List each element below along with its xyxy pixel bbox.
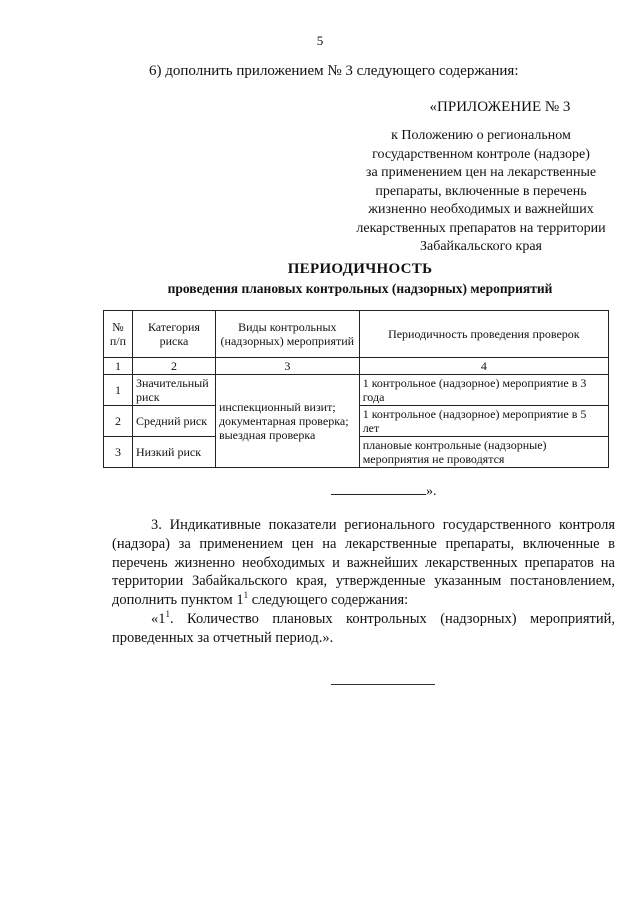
header-cell-category: Категория риска [132,311,215,358]
paragraph-3 [112,516,615,610]
page-number: 5 [316,33,324,48]
row-number: 1 [104,375,133,406]
table-row [104,375,609,406]
blank-line [331,482,426,495]
appendix-subtitle-line: Забайкальского края [419,239,542,254]
periodicity-cell: 1 контрольное (надзорное) мероприятие в 5 лет [359,406,608,437]
amendment-paragraphs [112,516,615,648]
measures-cell: инспекционный визит; документарная проверка; выездная проверка [215,375,359,468]
row-number: 3 [104,437,133,468]
document-subheading: проведения плановых контрольных (надзорных) мероприятий [167,281,553,296]
appendix-subtitle-line: лекарственных препаратов на территории [356,220,606,236]
column-number: 3 [215,358,359,375]
amendment-line: 6) дополнить приложением № 3 следующего содержания: [149,63,519,79]
appendix-title: «ПРИЛОЖЕНИЕ № 3 [429,99,571,115]
appendix-subtitle-line: государственном контроле (надзоре) [372,146,590,162]
column-number-row [104,358,609,375]
column-number: 2 [132,358,215,375]
table-header-row [104,311,609,358]
column-number: 1 [104,358,133,375]
appendix-subtitle [332,127,630,257]
paragraph-4-end: . Количество плановых контрольных (надзорных) мероприятий, проведенных за отчетный период.». [112,610,615,646]
risk-category: Низкий риск [132,437,215,468]
column-number: 4 [359,358,608,375]
paragraph-3-text: 3. Индикативные показатели регионального государственного контроля (надзора) за применением цен на лекарственные препараты, включенные в перечень жизненно необходимых и важнейших лекарственных препаратов на территории Забайкальского края, утвержденные указанным постановлением, дополнить пунктом 1 [112,517,615,609]
appendix-subtitle-line: препараты, включенные в перечень [375,183,587,199]
paragraph-3-superscript: 1 [243,590,249,601]
header-cell-periodicity: Периодичность проведения проверок [359,311,608,358]
appendix-subtitle-line: жизненно необходимых и важнейших [368,202,594,217]
end-divider [331,684,435,685]
periodicity-cell: 1 контрольное (надзорное) мероприятие в 3 года [359,375,608,406]
paragraph-4-superscript: 1 [165,609,170,620]
header-cell-number: № п/п [104,311,133,358]
risk-category: Значительный риск [132,375,215,406]
document-heading: ПЕРИОДИЧНОСТЬ [287,261,433,277]
header-cell-measures: Виды контрольных (надзорных) мероприятий [215,311,359,358]
closing-quote-text: ». [426,484,437,499]
appendix-subtitle-line: за применением цен на лекарственные [365,165,597,180]
closing-quote [331,482,437,500]
appendix-subtitle-line: к Положению о региональном [391,128,571,143]
row-number: 2 [104,406,133,437]
periodicity-cell: плановые контрольные (надзорные) мероприятия не проводятся [359,437,608,468]
paragraph-4-start: «1 [151,610,166,627]
risk-periodicity-table [103,310,609,468]
paragraph-4 [112,610,615,648]
paragraph-3-end: следующего содержания: [248,592,409,609]
risk-category: Средний риск [132,406,215,437]
